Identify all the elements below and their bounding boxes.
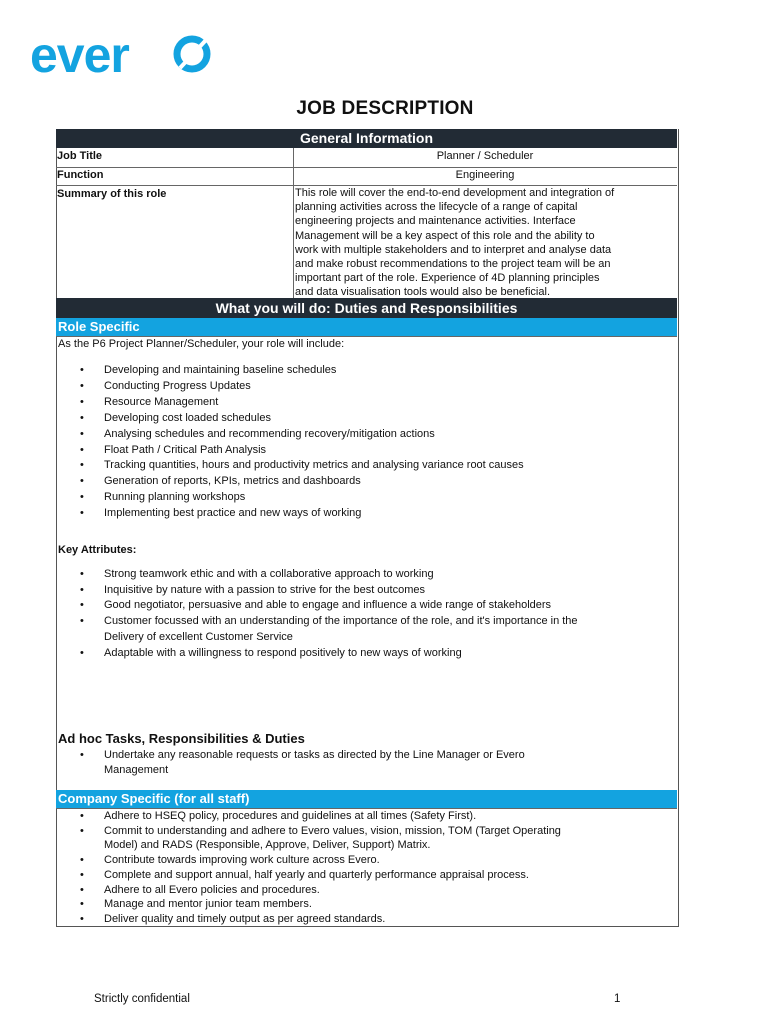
list-item-continuation-text: Delivery of excellent Customer Service xyxy=(104,630,293,643)
summary-line: work with multiple stakeholders and to interpret and analyse data xyxy=(295,243,612,256)
evero-logo xyxy=(30,30,220,85)
general-information-header: General Information xyxy=(56,129,677,148)
summary-label: Summary of this role xyxy=(57,188,167,200)
list-item: • Analysing schedules and recommending recovery/mitigation actions xyxy=(58,427,524,443)
job-title-label: Job Title xyxy=(57,150,103,162)
list-item: • Resource Management xyxy=(58,395,524,411)
company-specific-header: Company Specific (for all staff) xyxy=(56,790,677,808)
list-item: • Good negotiator, persuasive and able to engage and influence a wide range of stakeholders xyxy=(58,598,578,614)
document-title: JOB DESCRIPTION xyxy=(296,98,474,119)
list-item: • Float Path / Critical Path Analysis xyxy=(58,443,524,459)
summary-line: and data visualisation tools would also be beneficial. xyxy=(295,286,550,299)
page-number: 1 xyxy=(614,993,621,1005)
list-item: • Complete and support annual, half yearly and quarterly performance appraisal process. xyxy=(58,868,561,883)
list-item: • Undertake any reasonable requests or tasks as directed by the Line Manager or Evero xyxy=(58,748,525,763)
summary-text xyxy=(295,186,675,300)
summary-line: Management will be a key aspect of this role and the ability to xyxy=(295,229,595,242)
list-item: • Generation of reports, KPIs, metrics and dashboards xyxy=(58,474,524,490)
function-value: Engineering xyxy=(455,169,515,181)
list-item-continuation xyxy=(58,838,561,853)
svg-text:ever: ever xyxy=(30,30,129,80)
list-item: • Conducting Progress Updates xyxy=(58,379,524,395)
list-item-continuation-text: Model) and RADS (Responsible, Approve, Deliver, Support) Matrix. xyxy=(104,839,431,852)
duties-list xyxy=(58,363,524,522)
list-item: • Adaptable with a willingness to respond positively to new ways of working xyxy=(58,646,578,662)
confidential-note: Strictly confidential xyxy=(94,993,190,1005)
list-item: • Implementing best practice and new ways of working xyxy=(58,506,524,522)
list-item-continuation xyxy=(58,630,578,646)
adhoc-list xyxy=(58,748,525,778)
function-row xyxy=(56,167,677,186)
list-item: • Running planning workshops xyxy=(58,490,524,506)
list-item: • Deliver quality and timely output as per agreed standards. xyxy=(58,912,561,927)
list-item: • Customer focussed with an understanding of the importance of the role, and it's importance in the xyxy=(58,614,578,630)
list-item: • Manage and mentor junior team members. xyxy=(58,897,561,912)
role-specific-header: Role Specific xyxy=(56,318,677,336)
list-item: • Contribute towards improving work culture across Evero. xyxy=(58,853,561,868)
company-list xyxy=(58,809,561,927)
summary-line: and make robust recommendations to the project team will be an xyxy=(295,258,611,271)
summary-line: This role will cover the end-to-end development and integration of xyxy=(295,187,615,199)
list-item: • Tracking quantities, hours and productivity metrics and analysing variance root causes xyxy=(58,458,524,474)
list-item: • Adhere to all Evero policies and procedures. xyxy=(58,883,561,898)
section-divider xyxy=(56,336,677,337)
job-title-row xyxy=(56,148,677,168)
list-item-continuation-text: Management xyxy=(104,764,169,776)
job-title-value: Planner / Scheduler xyxy=(436,150,534,162)
list-item-continuation xyxy=(58,763,525,778)
summary-line: engineering projects and maintenance activities. Interface xyxy=(295,215,576,228)
list-item: • Developing cost loaded schedules xyxy=(58,411,524,427)
summary-line: important part of the role. Experience of 4D planning principles xyxy=(295,272,600,285)
function-label: Function xyxy=(57,169,104,181)
list-item: • Developing and maintaining baseline schedules xyxy=(58,363,524,379)
role-intro: As the P6 Project Planner/Scheduler, your role will include: xyxy=(58,338,345,350)
list-item: • Commit to understanding and adhere to Evero values, vision, mission, TOM (Target Operating xyxy=(58,824,561,839)
attributes-list xyxy=(58,567,578,661)
adhoc-heading: Ad hoc Tasks, Responsibilities & Duties xyxy=(58,731,305,746)
list-item: • Strong teamwork ethic and with a collaborative approach to working xyxy=(58,567,578,583)
duties-header: What you will do: Duties and Responsibilities xyxy=(56,298,677,318)
list-item: • Inquisitive by nature with a passion to strive for the best outcomes xyxy=(58,583,578,599)
key-attributes-heading: Key Attributes: xyxy=(58,544,137,556)
column-divider xyxy=(293,148,294,298)
summary-line: planning activities across the lifecycle of a range of capital xyxy=(295,201,578,214)
list-item: • Adhere to HSEQ policy, procedures and guidelines at all times (Safety First). xyxy=(58,809,561,824)
